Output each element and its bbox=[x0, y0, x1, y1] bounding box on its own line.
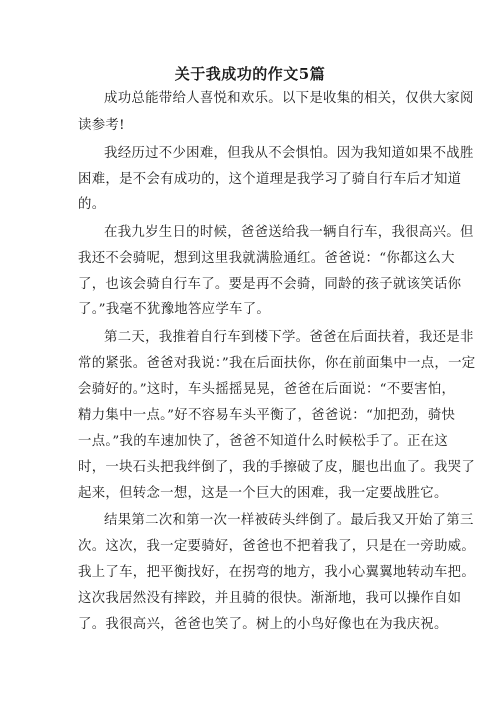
paragraph-line: 起来，但转念一想，这是一个巨大的困难，我一定要战胜它。 bbox=[78, 486, 448, 501]
paragraph-line: 了。”我毫不犹豫地答应学车了。 bbox=[78, 302, 271, 317]
paragraph-line: 在我九岁生日的时候，爸爸送给我一辆自行车，我很高兴。但 bbox=[104, 225, 474, 240]
paragraph-line: 会骑好的。”这时，车头摇摇晃晃，爸爸在后面说：“不要害怕， bbox=[78, 382, 456, 397]
paragraph-line: 这次我居然没有摔跤，并且骑的很快。渐渐地，我可以操作自如 bbox=[78, 591, 462, 606]
paragraph-line: 了。我很高兴，爸爸也笑了。树上的小鸟好像也在为我庆祝。 bbox=[78, 617, 448, 632]
paragraph-line: 常的紧张。爸爸对我说：”我在后面扶你，你在前面集中一点，一定 bbox=[78, 356, 476, 371]
paragraph-line: 结果第二次和第一次一样被砖头绊倒了。最后我又开始了第三 bbox=[104, 513, 474, 528]
paragraph-line: 我上了车，把平衡找好，在拐弯的地方，我小心翼翼地转动车把。 bbox=[78, 565, 476, 580]
document-title: 关于我成功的作文5篇 bbox=[174, 65, 326, 83]
paragraph-line: 困难，是不会有成功的，这个道理是我学习了骑自行车后才知道 bbox=[78, 172, 462, 187]
paragraph-line: 第二天，我推着自行车到楼下学。爸爸在后面扶着，我还是非 bbox=[104, 330, 474, 345]
paragraph-line: 读参考! bbox=[78, 118, 125, 133]
paragraph-line: 的。 bbox=[78, 197, 106, 212]
paragraph-line: 时，一块石头把我绊倒了，我的手擦破了皮，腿也出血了。我哭了 bbox=[78, 460, 476, 475]
paragraph-line: 一点。”我的车速加快了，爸爸不知道什么时候松手了。正在这 bbox=[78, 434, 449, 449]
paragraph-line: 次。这次，我一定要骑好，爸爸也不把着我了，只是在一旁助威。 bbox=[78, 539, 476, 554]
paragraph-line: 了，也该会骑自行车了。要是再不会骑，同龄的孩子就该笑话你 bbox=[78, 277, 462, 292]
paragraph-line: 我还不会骑呢，想到这里我就满脸通红。爸爸说：“你都这么大 bbox=[78, 251, 455, 266]
paragraph-line: 精力集中一点。”好不容易车头平衡了，爸爸说：“加把劲，骑快 bbox=[78, 408, 456, 423]
paragraph-line: 成功总能带给人喜悦和欢乐。以下是收集的相关，仅供大家阅 bbox=[104, 91, 474, 106]
paragraph-line: 我经历过不少困难，但我从不会惧怕。因为我知道如果不战胜 bbox=[104, 146, 474, 161]
